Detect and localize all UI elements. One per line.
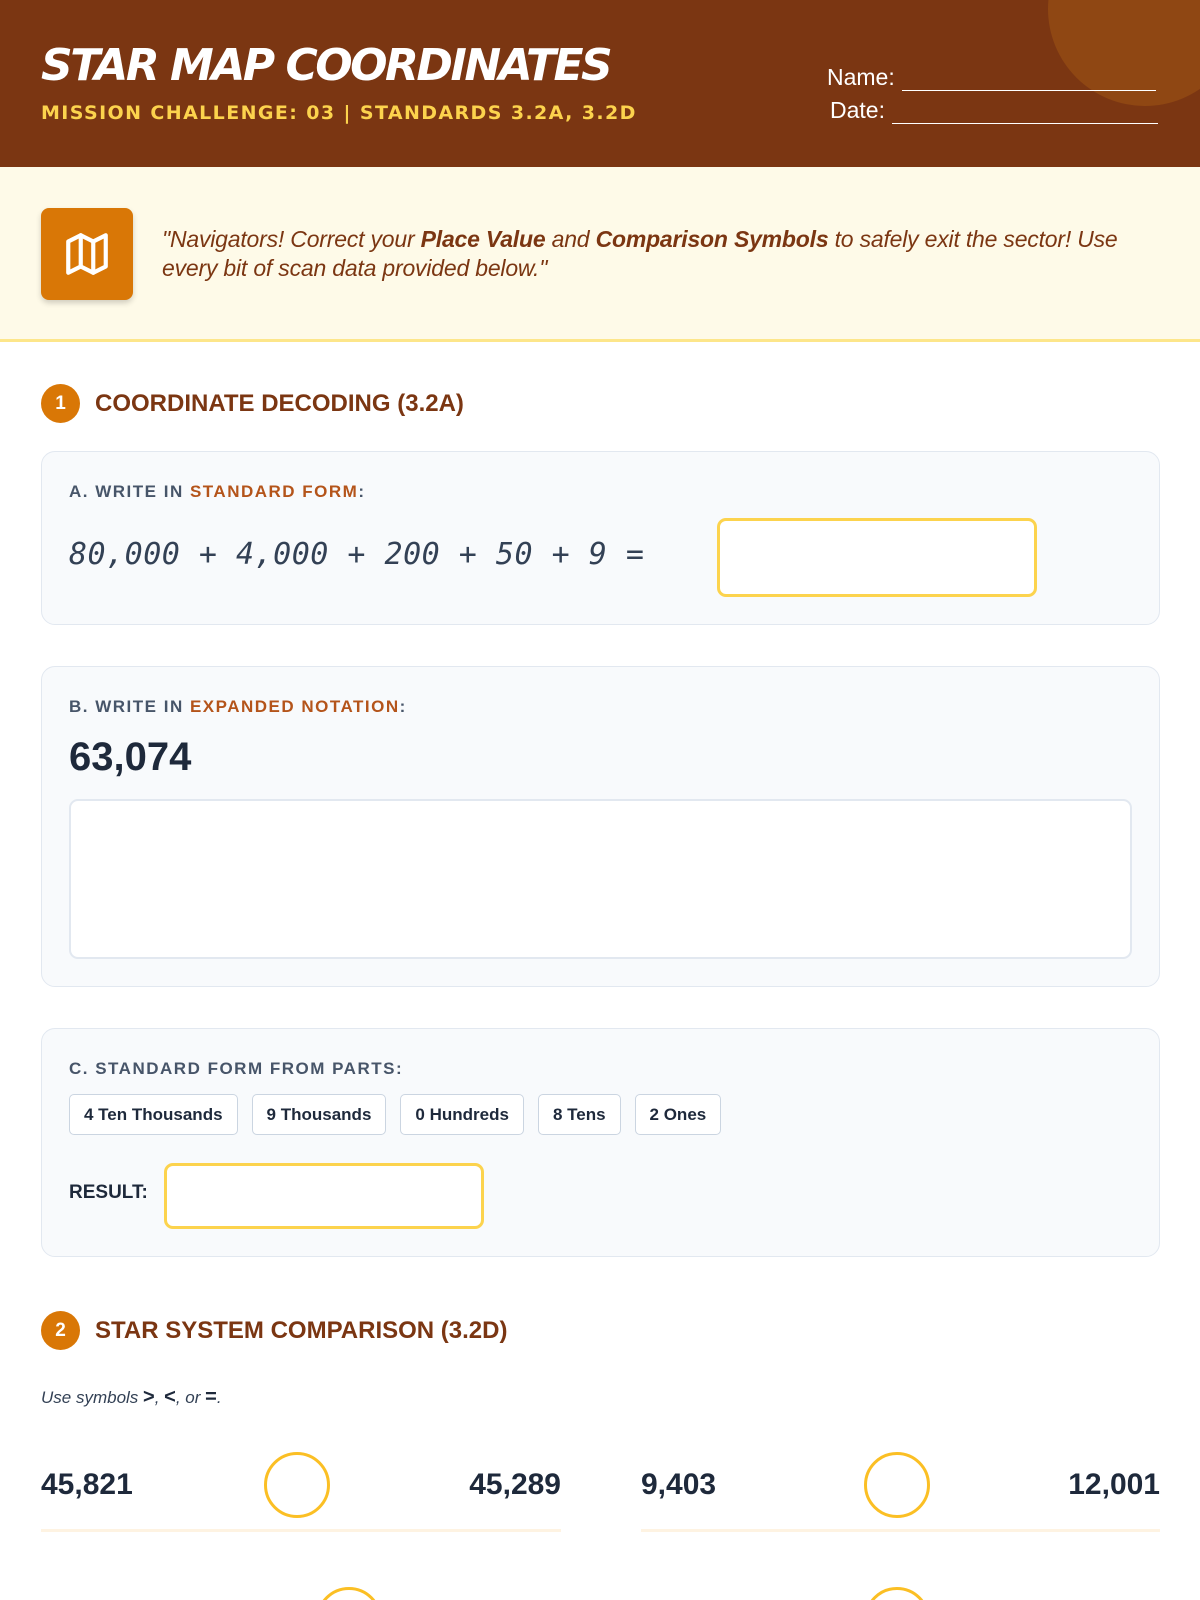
comparison-row	[641, 1452, 1160, 1532]
comparison-symbol-circle[interactable]	[264, 1452, 330, 1518]
page-title: STAR MAP COORDINATES	[41, 40, 611, 91]
name-label: Name:	[827, 64, 895, 90]
date-label: Date:	[830, 97, 885, 123]
section-1-heading	[41, 384, 464, 423]
comparison-instructions	[41, 1386, 222, 1409]
part-a-label	[69, 482, 366, 502]
map-icon-badge	[41, 208, 133, 300]
part-b-label	[69, 697, 407, 717]
part-chip: 2 Ones	[635, 1094, 722, 1135]
date-field[interactable]	[830, 97, 1158, 124]
instructions-suffix: .	[216, 1388, 222, 1407]
mission-banner	[0, 167, 1200, 342]
part-chip: 4 Ten Thousands	[69, 1094, 238, 1135]
part-b-number: 63,074	[69, 735, 192, 779]
section-1-number: 1	[41, 384, 80, 423]
card-standard-form	[41, 451, 1160, 625]
card-standard-form-from-parts	[41, 1028, 1160, 1257]
comparison-symbol-circle[interactable]	[864, 1452, 930, 1518]
comparison-right-number: 12,001	[1068, 1468, 1160, 1501]
instructions-separator-2: , or	[175, 1388, 206, 1407]
name-field[interactable]	[827, 64, 1156, 91]
comparison-symbol-circle[interactable]	[864, 1587, 930, 1600]
map-icon	[62, 229, 112, 279]
card-expanded-notation	[41, 666, 1160, 987]
equals-symbol: =	[205, 1386, 217, 1408]
date-line[interactable]	[892, 102, 1158, 124]
quote-bold-place-value: Place Value	[420, 226, 546, 252]
result-label: RESULT:	[69, 1182, 148, 1203]
quote-bold-comparison-symbols: Comparison Symbols	[595, 226, 829, 252]
instructions-prefix: Use symbols	[41, 1388, 144, 1407]
comparison-right-number: 45,289	[469, 1468, 561, 1501]
section-2-title: STAR SYSTEM COMPARISON (3.2D)	[95, 1316, 508, 1344]
section-2-heading	[41, 1311, 507, 1350]
part-c-label: C. STANDARD FORM FROM PARTS:	[69, 1059, 404, 1078]
part-a-label-suffix: :	[358, 482, 366, 501]
part-b-label-prefix: B. WRITE IN	[69, 697, 190, 716]
part-b-label-suffix: :	[399, 697, 407, 716]
less-than-symbol: <	[164, 1386, 176, 1408]
quote-text-2: and	[545, 226, 596, 252]
expanded-notation-answer-box[interactable]	[69, 799, 1132, 959]
name-line[interactable]	[902, 69, 1156, 91]
part-chip: 8 Tens	[538, 1094, 621, 1135]
comparison-left-number: 9,403	[641, 1468, 717, 1501]
place-value-parts	[69, 1094, 735, 1135]
result-answer-box[interactable]	[164, 1163, 484, 1229]
instructions-separator-1: ,	[154, 1388, 165, 1407]
worksheet-header	[0, 0, 1200, 167]
greater-than-symbol: >	[143, 1386, 155, 1408]
mission-quote	[162, 225, 1172, 283]
part-b-label-highlight: EXPANDED NOTATION	[189, 697, 400, 716]
page-subtitle: MISSION CHALLENGE: 03 | STANDARDS 3.2A, 3.2D	[41, 102, 637, 124]
part-a-label-highlight: STANDARD FORM	[189, 482, 359, 501]
part-a-equation: 80,000 + 4,000 + 200 + 50 + 9 =	[69, 537, 645, 572]
part-chip: 0 Hundreds	[400, 1094, 524, 1135]
section-1-title: COORDINATE DECODING (3.2A)	[95, 389, 464, 417]
part-a-label-prefix: A. WRITE IN	[69, 482, 190, 501]
quote-text-1: "Navigators! Correct your	[162, 226, 421, 252]
quote-text-3: to safely exit the sector! Use every bit of scan data provided below."	[162, 226, 1118, 281]
standard-form-answer-box[interactable]	[717, 518, 1037, 597]
part-chip: 9 Thousands	[252, 1094, 387, 1135]
section-2-number: 2	[41, 1311, 80, 1350]
comparison-left-number: 45,821	[41, 1468, 133, 1501]
comparison-row	[41, 1452, 561, 1532]
comparison-symbol-circle[interactable]	[316, 1587, 382, 1600]
